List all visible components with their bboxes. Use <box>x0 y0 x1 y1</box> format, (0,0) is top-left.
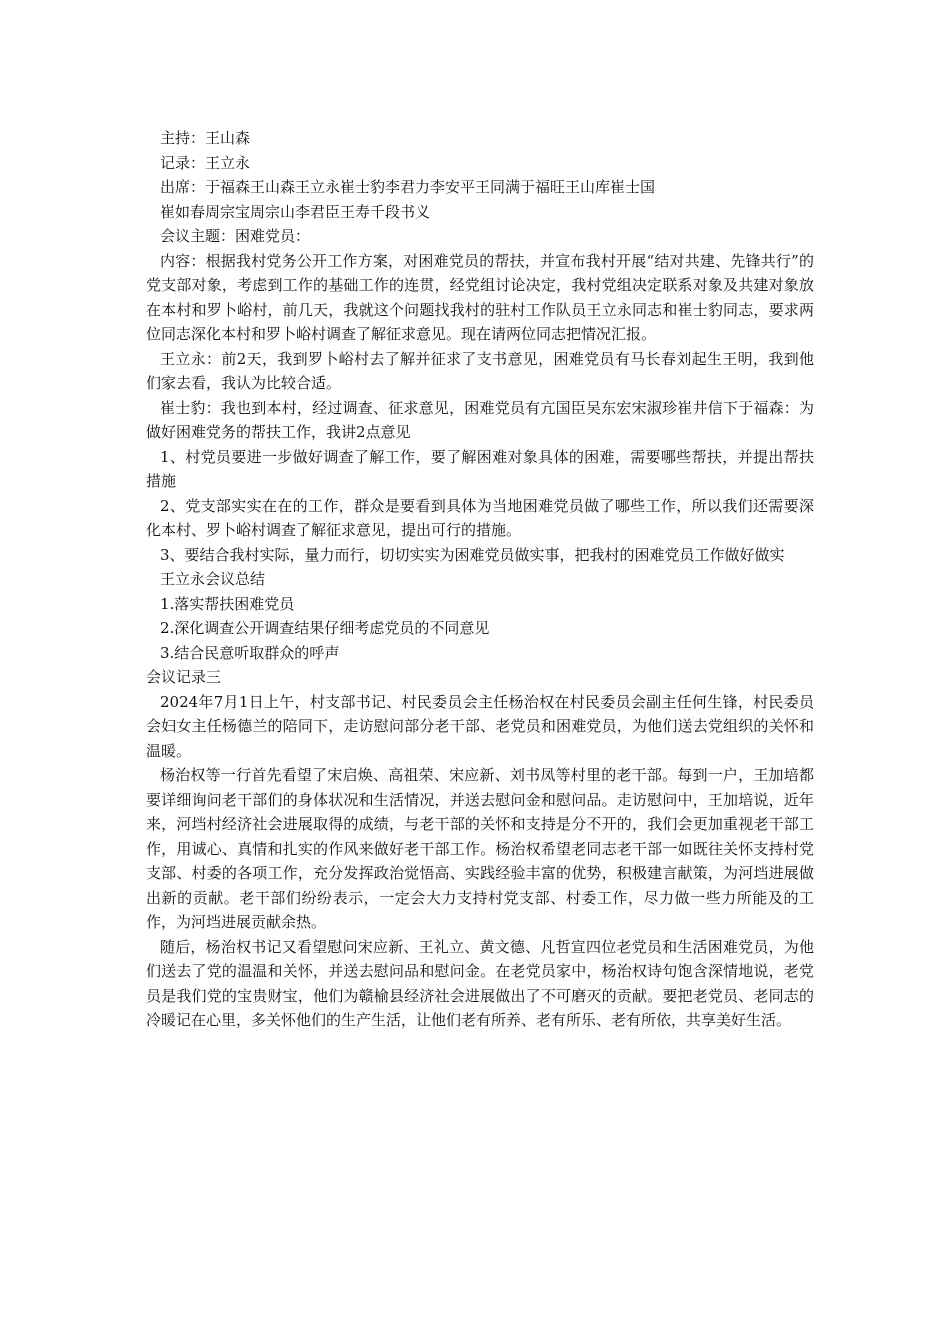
summary-item-3: 3.结合民意听取群众的呼声 <box>160 643 340 662</box>
cui-report-paragraph: 崔士豹：我也到本村，经过调查、征求意见，困难党员有亢国臣吴东宏宋淑珍崔井信下于福森：为做好困难党务的帮扶工作，我讲2点意见 <box>146 398 814 441</box>
meeting-three-paragraph-3: 随后，杨治权书记又看望慰问宋应新、王礼立、黄文德、凡哲宣四位老党员和生活困难党员，为他们送去了党的温温和关怀，并送去慰问品和慰问金。在老党员家中，杨治权诗句饱含深情地说，老党员是我们党的宝贵财宝，他们为赣榆县经济社会进展做出了不可磨灭的贡献。要把老党员、老同志的冷暖记在心里，多关怀他们的生产生活，让他们老有所养、老有所乐、老有所依，共享美好生活。 <box>146 937 814 1029</box>
attendees-line-1: 出席：于福森王山森王立永崔士豹李君力李安平王同满于福旺王山库崔士国 <box>160 178 656 196</box>
point-2: 2、党支部实实在在的工作，群众是要看到具体为当地困难党员做了哪些工作，所以我们还需要深化本村、罗卜峪村调查了解征求意见，提出可行的措施。 <box>146 496 814 539</box>
meeting-three-heading: 会议记录三 <box>146 668 222 686</box>
summary-item-1: 1.落实帮扶困难党员 <box>160 594 295 613</box>
summary-item-2: 2.深化调查公开调查结果仔细考虑党员的不同意见 <box>160 619 490 637</box>
attendees-line-2: 崔如春周宗宝周宗山李君臣王寿千段书义 <box>160 202 431 221</box>
content-paragraph: 内容：根据我村党务公开工作方案，对困难党员的帮扶，并宣布我村开展“结对共建、先锋共行”的党支部对象，考虑到工作的基础工作的连贯，经党组讨论决定，我村党组决定联系对象及共建对象放在本村和罗卜峪村，前几天，我就这个问题找我村的驻村工作队员王立永同志和崔士豹同志，要求两位同志深化本村和罗卜峪村调查了解征求意见。现在请两位同志把情况汇报。 <box>146 251 814 343</box>
host-line: 主持：王山森 <box>160 129 251 147</box>
recorder-line: 记录：王立永 <box>160 153 251 172</box>
topic-line: 会议主题：困难党员： <box>160 227 311 245</box>
point-3: 3、要结合我村实际，量力而行，切切实实为困难党员做实事，把我村的困难党员工作做好做实 <box>160 545 785 564</box>
meeting-three-paragraph-1: 2024年7月1日上午，村支部书记、村民委员会主任杨治权在村民委员会副主任何生锋，村民委员会妇女主任杨德兰的陪同下，走访慰问部分老干部、老党员和困难党员，为他们送去党组织的关怀和温暖。 <box>146 692 814 760</box>
document-page <box>146 126 814 1033</box>
point-1: 1、村党员要进一步做好调查了解工作，要了解困难对象具体的困难，需要哪些帮扶，并提出帮扶措施 <box>146 447 814 490</box>
wang-report-paragraph: 王立永：前2天，我到罗卜峪村去了解并征求了支书意见，困难党员有马长春刘起生王明，我到他们家去看，我认为比较合适。 <box>146 349 814 392</box>
meeting-three-paragraph-2: 杨治权等一行首先看望了宋启焕、高祖荣、宋应新、刘书凤等村里的老干部。每到一户，王加培都要详细询问老干部们的身体状况和生活情况，并送去慰问金和慰问品。走访慰问中，王加培说，近年来，河垱村经济社会进展取得的成绩，与老干部的关怀和支持是分不开的，我们会更加重视老干部工作，用诚心、真情和扎实的作风来做好老干部工作。杨治权希望老同志老干部一如既往关怀支持村党支部、村委的各项工作，充分发挥政治觉悟高、实践经验丰富的优势，积极建言献策，为河垱进展做出新的贡献。老干部们纷纷表示，一定会大力支持村党支部、村委工作，尽力做一些力所能及的工作，为河垱进展贡献余热。 <box>146 766 814 931</box>
summary-title: 王立永会议总结 <box>160 570 266 588</box>
